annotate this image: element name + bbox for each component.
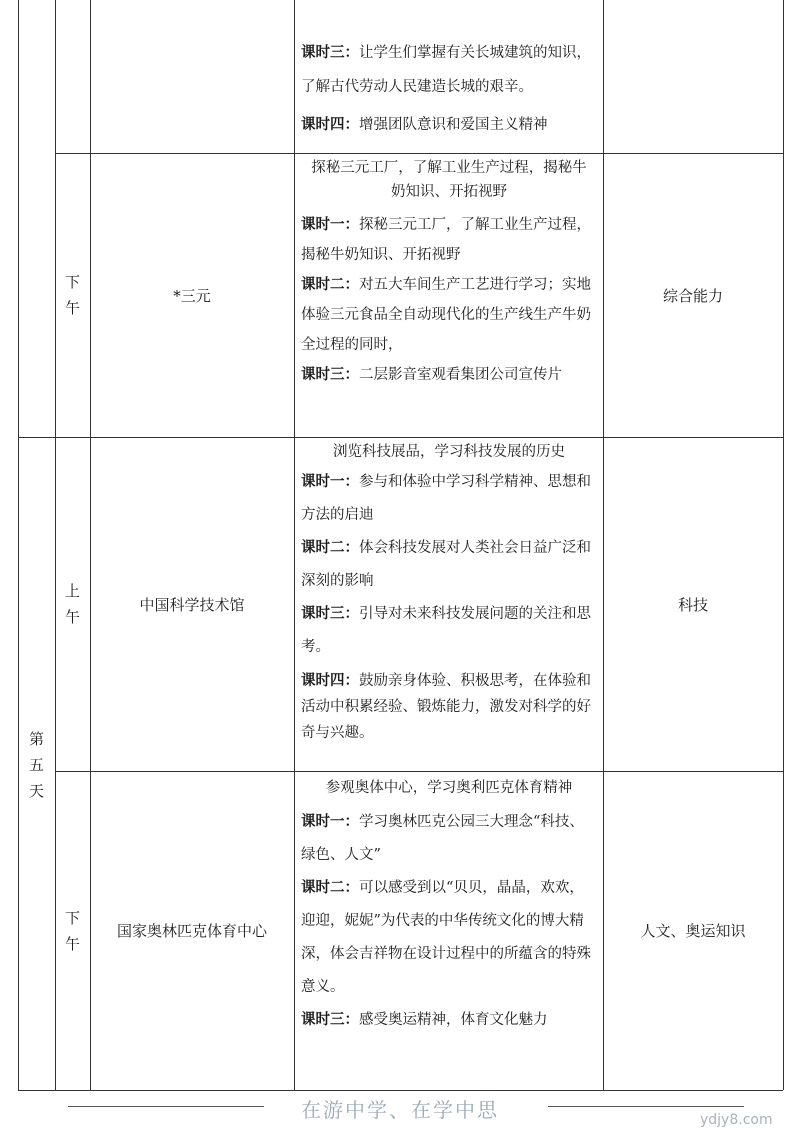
grid-line bbox=[294, 0, 295, 1090]
course-content: 课时三：让学生们掌握有关长城建筑的知识，了解古代劳动人民建造长城的艰辛。 课时四：增强团队意识和爱国主义精神 bbox=[301, 45, 591, 133]
course-content: 探秘三元工厂，了解工业生产过程，揭秘牛奶知识、开拓视野 课时一：探秘三元工厂，了解工业生产过程，揭秘牛奶知识、开拓视野 课时二：对五大车间生产工艺进行学习；实地体验三元食品全自动现代化的生产线生产牛奶全过程的同时， 课时三：二层影音室观看集团公司宣传片 bbox=[301, 160, 591, 383]
grid-line bbox=[18, 0, 19, 1090]
goal-cell: 人文、奥运知识 bbox=[640, 922, 746, 940]
day-label: 第 五 天 bbox=[28, 730, 44, 800]
period-label: 下 午 bbox=[64, 273, 80, 317]
course-content: 参观奥体中心，学习奥利匹克体育精神 课时一：学习奥林匹克公园三大理念“科技、绿色、人文” 课时二：可以感受到以“贝贝，晶晶，欢欢，迎迎，妮妮”为代表的中华传统文化的博大精深，体会吉祥物在设计过程中的所蕴含的特殊意义。 课时三：感受奥运精神，体育文化魅力 bbox=[301, 780, 591, 1028]
period-label: 上 午 bbox=[64, 582, 80, 626]
course-content: 浏览科技展品，学习科技发展的历史 课时一：参与和体验中学习科学精神、思想和方法的启迪 课时二：体会科技发展对人类社会日益广泛和深刻的影响 课时三：引导对未来科技发展问题的关注和思考。 课时四：鼓励亲身体验、积极思考，在体验和活动中积累经验、锻炼能力，激发对科学的好奇与兴趣。 bbox=[301, 444, 591, 741]
watermark: ydjy8.com bbox=[700, 1112, 773, 1128]
goal-cell: 综合能力 bbox=[662, 286, 723, 305]
grid-line bbox=[783, 0, 784, 1090]
location-cell: *三元 bbox=[173, 286, 211, 305]
location-cell: 中国科学技术馆 bbox=[139, 595, 245, 614]
location-cell: 国家奥林匹克体育中心 bbox=[116, 922, 267, 940]
footer-slogan: 在游中学、在学中思 bbox=[301, 1098, 499, 1122]
goal-cell: 科技 bbox=[677, 595, 708, 614]
period-label: 下 午 bbox=[64, 908, 80, 953]
grid-line bbox=[18, 1090, 783, 1091]
